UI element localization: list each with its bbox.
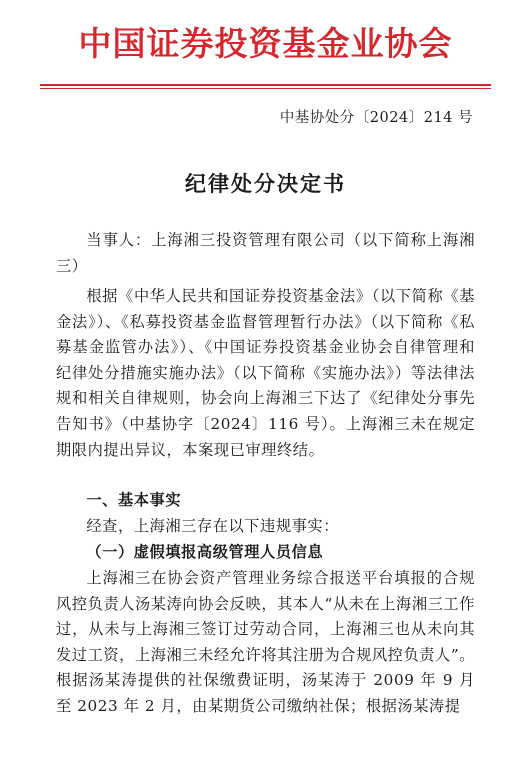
section-heading-basic-facts: 一、基本事实: [86, 491, 182, 509]
header-divider-thick: [40, 84, 491, 86]
paragraph-fact-1: 上海湘三在协会资产管理业务综合报送平台填报的合规风控负责人汤某涛向协会反映，其本人“从未在上海湘三工作过，从未与上海湘三签订过劳动合同，上海湘三也从未向其发过工资，上海湘三未经允许将其注册为合规风控负责人”。根据汤某涛提供的社保缴费证明，汤某涛于 2009 年 9 月至 2023 年 2 月，由某期货公司缴纳社保；根据汤某涛提: [56, 569, 475, 715]
org-name-header: 中国证券投资基金业协会: [78, 24, 453, 63]
paragraph-party: 当事人：上海湘三投资管理有限公司（以下简称上海湘三）: [56, 231, 475, 275]
document-title: 纪律处分决定书: [185, 172, 346, 196]
subsection-heading-false-reporting: （一）虚假填报高级管理人员信息: [86, 543, 324, 561]
paragraph-basis: 根据《中华人民共和国证券投资基金法》（以下简称《基金法》）、《私募投资基金监督管理暂行办法》（以下简称《私募基金监管办法》）、《中国证券投资基金业协会自律管理和纪律处分措施实施办法》（以下简称《实施办法》）等法律法规和相关自律规则，协会向上海湘三下达了《纪律处分事先告知书》（中基协字〔2024〕116 号）。上海湘三未在规定期限内提出异议，本案现已审理终结。: [56, 287, 475, 459]
header-divider-thin: [40, 88, 491, 89]
paragraph-facts-intro: 经查，上海湘三存在以下违规事实：: [86, 517, 339, 535]
document-number: 中基协处分〔2024〕214 号: [279, 110, 473, 126]
